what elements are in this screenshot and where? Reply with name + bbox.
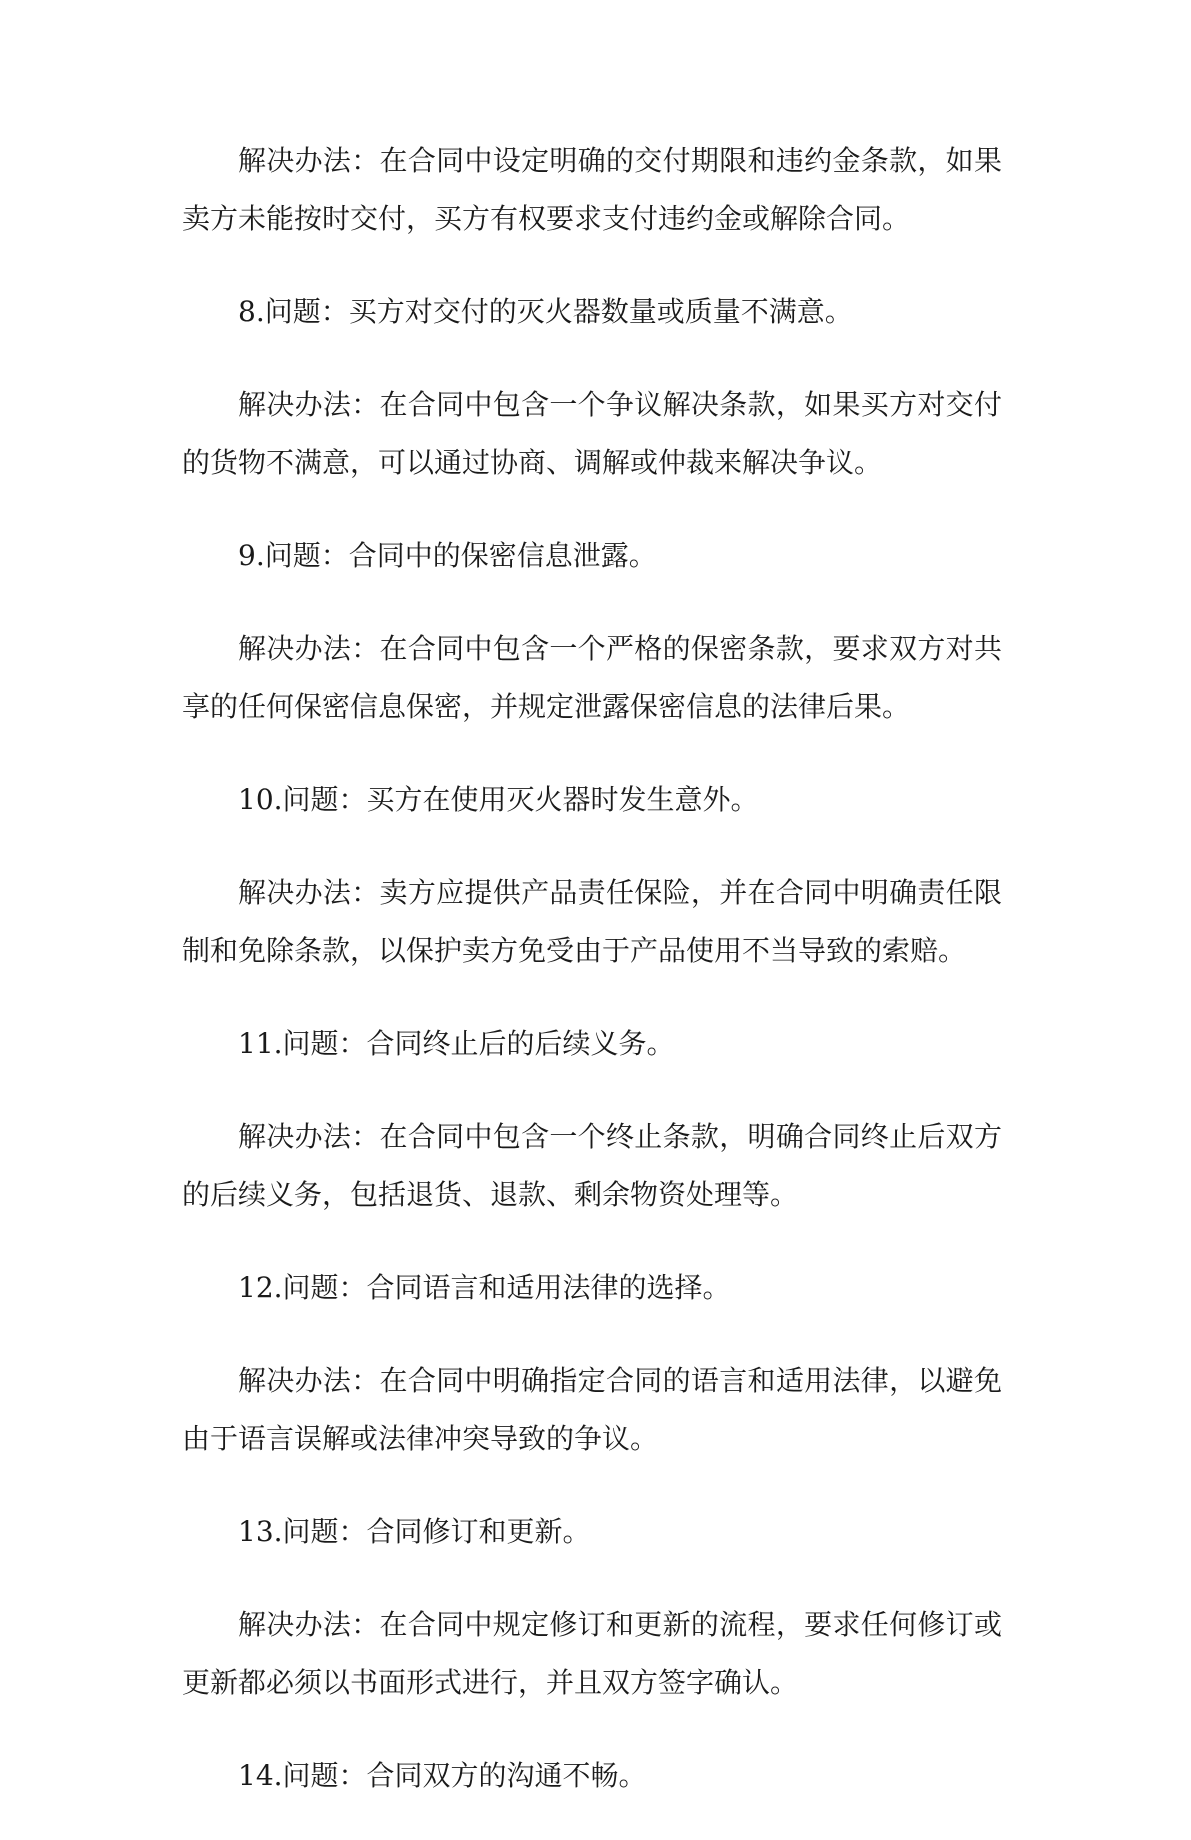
paragraph-problem-9: 9.问题：合同中的保密信息泄露。 xyxy=(238,539,657,572)
paragraph-solution-9: 解决办法：在合同中包含一个严格的保密条款，要求双方对共享的任何保密信息保密，并规定泄露保密信息的法律后果。 xyxy=(182,632,1002,723)
paragraph-solution-13: 解决办法：在合同中规定修订和更新的流程，要求任何修订或更新都必须以书面形式进行，并且双方签字确认。 xyxy=(182,1608,1002,1699)
paragraph-problem-10: 10.问题：买方在使用灭火器时发生意外。 xyxy=(238,783,759,816)
paragraph-solution-11: 解决办法：在合同中包含一个终止条款，明确合同终止后双方的后续义务，包括退货、退款、剩余物资处理等。 xyxy=(182,1120,1002,1211)
paragraph-problem-13: 13.问题：合同修订和更新。 xyxy=(238,1515,591,1548)
paragraph-problem-14: 14.问题：合同双方的沟通不畅。 xyxy=(238,1759,647,1792)
paragraph-problem-12: 12.问题：合同语言和适用法律的选择。 xyxy=(238,1271,731,1304)
paragraph-problem-8: 8.问题：买方对交付的灭火器数量或质量不满意。 xyxy=(238,295,853,328)
paragraph-solution-8: 解决办法：在合同中包含一个争议解决条款，如果买方对交付的货物不满意，可以通过协商、调解或仲裁来解决争议。 xyxy=(182,388,1002,479)
document-body xyxy=(182,132,1002,1840)
paragraph-solution-10: 解决办法：卖方应提供产品责任保险，并在合同中明确责任限制和免除条款，以保护卖方免受由于产品使用不当导致的索赔。 xyxy=(182,876,1002,967)
paragraph-solution-12: 解决办法：在合同中明确指定合同的语言和适用法律，以避免由于语言误解或法律冲突导致的争议。 xyxy=(182,1364,1002,1455)
paragraph-solution-7: 解决办法：在合同中设定明确的交付期限和违约金条款，如果卖方未能按时交付，买方有权要求支付违约金或解除合同。 xyxy=(182,144,1002,235)
paragraph-problem-11: 11.问题：合同终止后的后续义务。 xyxy=(238,1027,675,1060)
